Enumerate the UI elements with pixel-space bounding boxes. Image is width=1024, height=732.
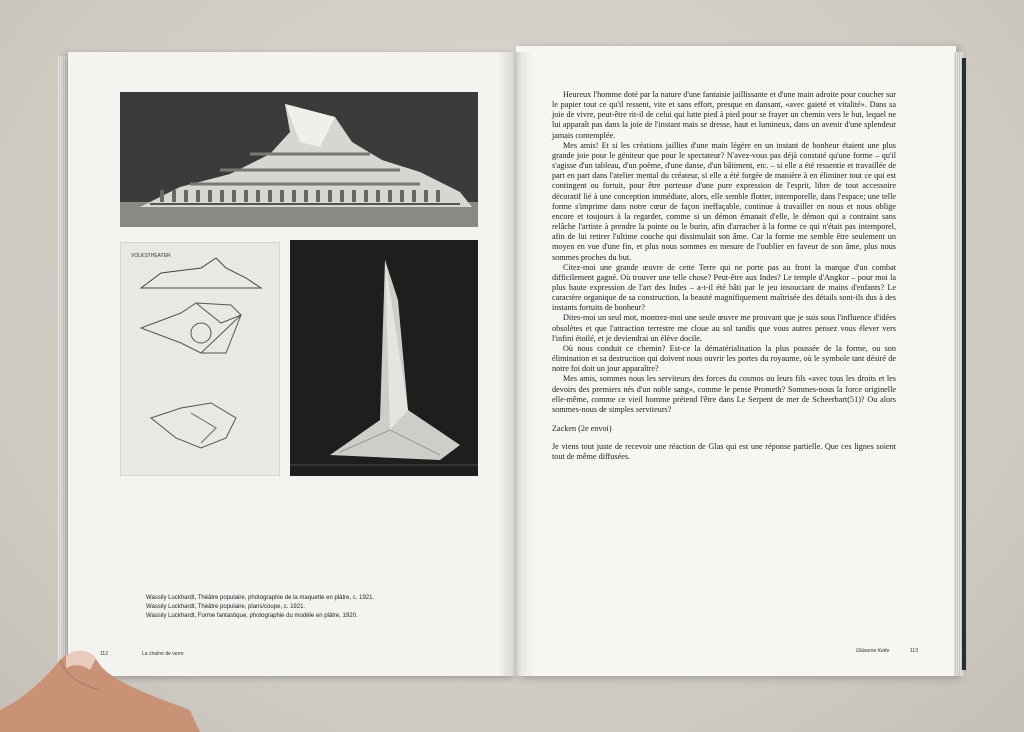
- caption-line: Wassily Luckhardt, Théâtre populaire, photographie de la maquette en plâtre, c. 1921.: [146, 595, 375, 601]
- paragraph: Citez-moi une grande œuvre de cette Terre qui ne porte pas au front la marque d'un combat difficilement gagné. Où trouver une telle chose? Peut-être aux Indes? Le temple d'Angkor – pour moi la plus haute expression de l'art des Indes – a-t-il été bâti par le jeu insouciant de mains d'enfants? Le caractère organique de sa construction, la beauté magnifiquement maîtrisée des détails sont-ils dus à des instants fortuits de bonheur?: [552, 262, 896, 313]
- paragraph: Je viens tout juste de recevoir une réaction de Glas qui est une réponse partielle. Que ces lignes soient tout de même diffusées.: [552, 442, 896, 462]
- book-gutter: [498, 52, 534, 676]
- open-book: [58, 44, 968, 684]
- paragraph: Où nous conduit ce chemin? Est-ce la dématérialisation la plus poussée de la forme, ou son élimination et sa destruction qui doivent nous ouvrir les portes du royaume, où le symbole tant désiré de notre foi doit un jour apparaître?: [552, 343, 896, 374]
- caption-line: Wassily Luckhardt, Forme fantastique, photographie du modèle en plâtre, 1920.: [146, 613, 358, 619]
- plan-label: VOLKSTHEATER: [131, 253, 171, 259]
- paragraph: Dites-moi un seul mot, montrez-moi une seule œuvre me prouvant que je suis sous l'influence d'idées obsolètes et que l'attraction terrestre me cloue au sol tandis que vous autres pensez vous élever vers l'infini étoilé, et je deviendrai un élève docile.: [552, 313, 896, 343]
- theatre-model-photo: [120, 92, 478, 227]
- section-heading: Zacken (2e envoi): [552, 424, 612, 433]
- book-cover-edge: [962, 58, 966, 670]
- paragraph: Mes amis! Et si les créations jaillies d'une main légère en un instant de bonheur étaient une plus grande joie pour le géniteur que pour le spectateur? N'avez-vous pas déjà constaté qu'une forme – qu'il s'agisse d'un tableau, d'un poème, d'une danse, d'un bâtiment, etc. – si elle a été ressentie et travaillée de part en part dans l'atelier mental du créateur, si elle a été forgée de manière à en éliminer tout ce qui est contingent ou fortuit, pour être porteuse d'une pure expression de l'esprit, libre de tout accessoire décoratif lié à une conception immédiate, alors, elle semble flotter, intemporelle, dans l'espace; une telle forme s'imprime dans notre cœur de façon ineffaçable, continue à travailler en nous et nous oblige encore et toujours à la regarder, comme si un démon émanait d'elle, le démon qui a contraint sans relâche l'artiste à prendre la pointe ou le burin, afin d'arracher à la forme ce qui n'était pas intemporel, afin de lui retirer l'ultime couche qui dissimulait son âme. Car la forme me semble être seulement un moyen en vue d'une fin, et plus nous sommes en mesure de l'oublier en faveur de son âme, plus nous sommes proches du but.: [552, 140, 896, 262]
- left-page: [68, 52, 516, 676]
- fantastic-form-photo: [290, 240, 478, 476]
- running-head-left: La chaîne de verre: [142, 651, 184, 657]
- page-number-left: 112: [100, 651, 108, 657]
- caption-line: Wassily Luckhardt, Théâtre populaire, plans/coupe, c. 1921.: [146, 604, 306, 610]
- paragraph: Heureux l'homme doté par la nature d'une fantaisie jaillissante et d'une main adroite pour coucher sur le papier tout ce qu'il ressent, vite et sans effort, presque en dansant, «avec gaieté et vitalité». Dans sa joie de vivre, peut-être rit-il de celui qui lutte pied à pied pour se frayer un chemin vers le but, lequel ne lui apparaît pas dans la joie de l'instant mais se dresse, haut et lumineux, dans un avenir d'une splendeur jamais contemplée.: [552, 90, 896, 140]
- figure-captions: [146, 594, 476, 621]
- body-text: [552, 90, 896, 462]
- paragraph: Mes amis, sommes nous les serviteurs des forces du cosmos ou leurs fils «avec tous les droits et les devoirs des premiers nés d'un noble sang», comme le pense Prometh? Sommes-nous la force originelle elle-même, comme ce vieil homme prétend l'être dans Le Serpent de mer de Scheerbart(51)? Ou alors sommes-nous de simples serviteurs?: [552, 374, 896, 414]
- right-page: [516, 46, 956, 676]
- hand-thumb: [0, 640, 200, 732]
- page-number-right: 113: [910, 648, 918, 654]
- running-head-right: Gläserne Kette: [856, 648, 890, 654]
- theatre-plans-drawing: [120, 242, 280, 476]
